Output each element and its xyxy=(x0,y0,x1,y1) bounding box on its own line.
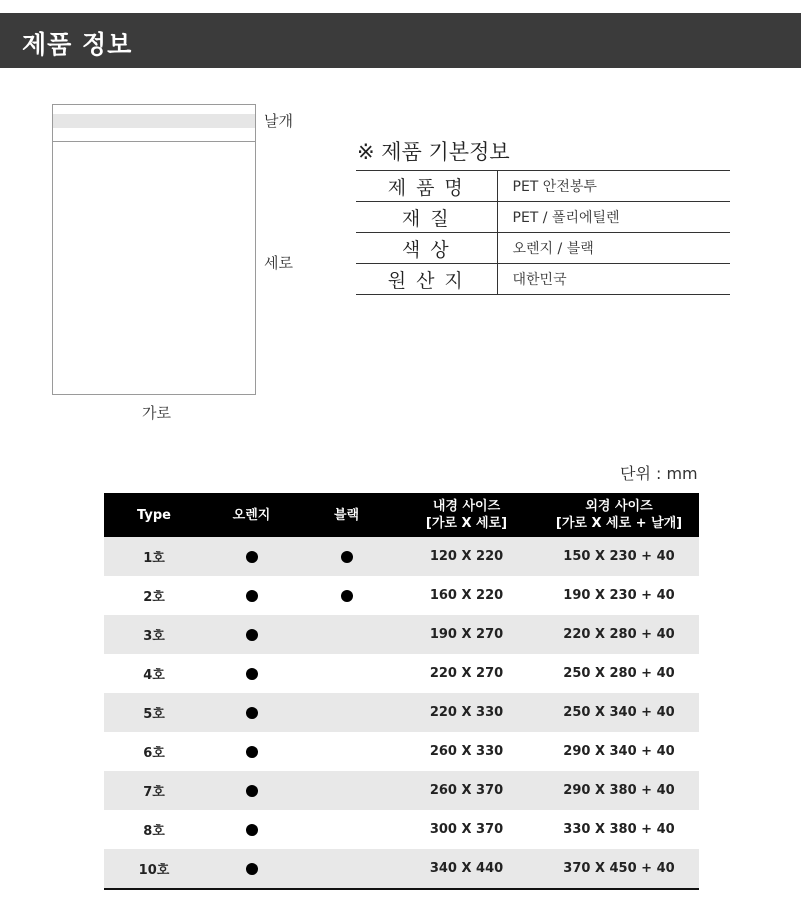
info-row xyxy=(356,171,730,202)
available-dot-icon xyxy=(246,629,258,641)
table-row xyxy=(104,654,699,693)
black-availability-cell xyxy=(299,615,394,654)
type-cell: 8호 xyxy=(104,810,204,849)
type-cell: 1호 xyxy=(104,537,204,576)
type-cell: 2호 xyxy=(104,576,204,615)
info-row xyxy=(356,202,730,233)
outer-size-cell: 220 X 280 + 40 xyxy=(539,615,699,654)
info-key: 제품명 xyxy=(356,171,497,202)
available-dot-icon xyxy=(246,824,258,836)
inner-size-cell: 260 X 330 xyxy=(394,732,539,771)
available-dot-icon xyxy=(246,785,258,797)
section-header xyxy=(0,13,801,68)
available-dot-icon xyxy=(246,863,258,875)
type-cell: 6호 xyxy=(104,732,204,771)
black-availability-cell xyxy=(299,849,394,889)
inner-size-cell: 300 X 370 xyxy=(394,810,539,849)
black-availability-cell xyxy=(299,771,394,810)
inner-size-title: 내경 사이즈 xyxy=(432,499,501,514)
outer-size-cell: 330 X 380 + 40 xyxy=(539,810,699,849)
table-row xyxy=(104,615,699,654)
section-title: 제품 정보 xyxy=(22,30,133,59)
inner-size-cell: 260 X 370 xyxy=(394,771,539,810)
orange-availability-cell xyxy=(204,693,299,732)
inner-size-cell: 190 X 270 xyxy=(394,615,539,654)
outer-size-cell: 150 X 230 + 40 xyxy=(539,537,699,576)
orange-availability-cell xyxy=(204,810,299,849)
info-row xyxy=(356,233,730,264)
info-value: 대한민국 xyxy=(497,264,730,295)
col-outer-size xyxy=(539,493,699,537)
table-row xyxy=(104,849,699,889)
type-cell: 10호 xyxy=(104,849,204,889)
inner-size-cell: 120 X 220 xyxy=(394,537,539,576)
type-cell: 4호 xyxy=(104,654,204,693)
width-label: 가로 xyxy=(142,404,171,422)
inner-size-cell: 220 X 330 xyxy=(394,693,539,732)
bag-flap xyxy=(53,114,255,128)
info-key: 색상 xyxy=(356,233,497,264)
available-dot-icon xyxy=(341,590,353,602)
outer-size-cell: 250 X 340 + 40 xyxy=(539,693,699,732)
info-value: 오렌지 / 블랙 xyxy=(497,233,730,264)
orange-availability-cell xyxy=(204,732,299,771)
unit-label: 단위 : mm xyxy=(620,464,698,483)
table-row xyxy=(104,537,699,576)
black-availability-cell xyxy=(299,576,394,615)
black-availability-cell xyxy=(299,810,394,849)
inner-size-subtitle: [가로 X 세로] xyxy=(425,516,508,531)
outer-size-subtitle: [가로 X 세로 + 날개] xyxy=(555,516,683,531)
height-label: 세로 xyxy=(264,254,293,272)
black-availability-cell xyxy=(299,732,394,771)
black-availability-cell xyxy=(299,537,394,576)
inner-size-cell: 340 X 440 xyxy=(394,849,539,889)
orange-availability-cell xyxy=(204,654,299,693)
info-row xyxy=(356,264,730,295)
table-row xyxy=(104,771,699,810)
info-key: 재질 xyxy=(356,202,497,233)
orange-availability-cell xyxy=(204,849,299,889)
type-cell: 7호 xyxy=(104,771,204,810)
flap-label: 날개 xyxy=(264,112,293,130)
black-availability-cell xyxy=(299,654,394,693)
orange-availability-cell xyxy=(204,615,299,654)
orange-availability-cell xyxy=(204,771,299,810)
inner-size-cell: 220 X 270 xyxy=(394,654,539,693)
outer-size-title: 외경 사이즈 xyxy=(585,499,653,514)
bag-seal-line xyxy=(53,141,255,142)
outer-size-cell: 250 X 280 + 40 xyxy=(539,654,699,693)
type-cell: 3호 xyxy=(104,615,204,654)
outer-size-cell: 290 X 380 + 40 xyxy=(539,771,699,810)
available-dot-icon xyxy=(341,551,353,563)
type-cell: 5호 xyxy=(104,693,204,732)
inner-size-cell: 160 X 220 xyxy=(394,576,539,615)
available-dot-icon xyxy=(246,746,258,758)
table-row xyxy=(104,810,699,849)
size-table-header xyxy=(104,493,699,537)
size-table xyxy=(104,493,699,890)
outer-size-cell: 190 X 230 + 40 xyxy=(539,576,699,615)
info-key: 원산지 xyxy=(356,264,497,295)
col-orange: 오렌지 xyxy=(204,493,299,537)
basic-info-title: ※ 제품 기본정보 xyxy=(357,140,510,164)
outer-size-cell: 370 X 450 + 40 xyxy=(539,849,699,889)
col-type: Type xyxy=(104,493,204,537)
bag-diagram xyxy=(52,104,256,395)
orange-availability-cell xyxy=(204,537,299,576)
available-dot-icon xyxy=(246,551,258,563)
basic-info-table xyxy=(356,170,730,295)
available-dot-icon xyxy=(246,590,258,602)
table-row xyxy=(104,693,699,732)
col-inner-size xyxy=(394,493,539,537)
outer-size-cell: 290 X 340 + 40 xyxy=(539,732,699,771)
col-black: 블랙 xyxy=(299,493,394,537)
available-dot-icon xyxy=(246,668,258,680)
available-dot-icon xyxy=(246,707,258,719)
size-table-body xyxy=(104,537,699,889)
table-row xyxy=(104,576,699,615)
info-value: PET / 폴리에틸렌 xyxy=(497,202,730,233)
orange-availability-cell xyxy=(204,576,299,615)
info-value: PET 안전봉투 xyxy=(497,171,730,202)
black-availability-cell xyxy=(299,693,394,732)
table-row xyxy=(104,732,699,771)
